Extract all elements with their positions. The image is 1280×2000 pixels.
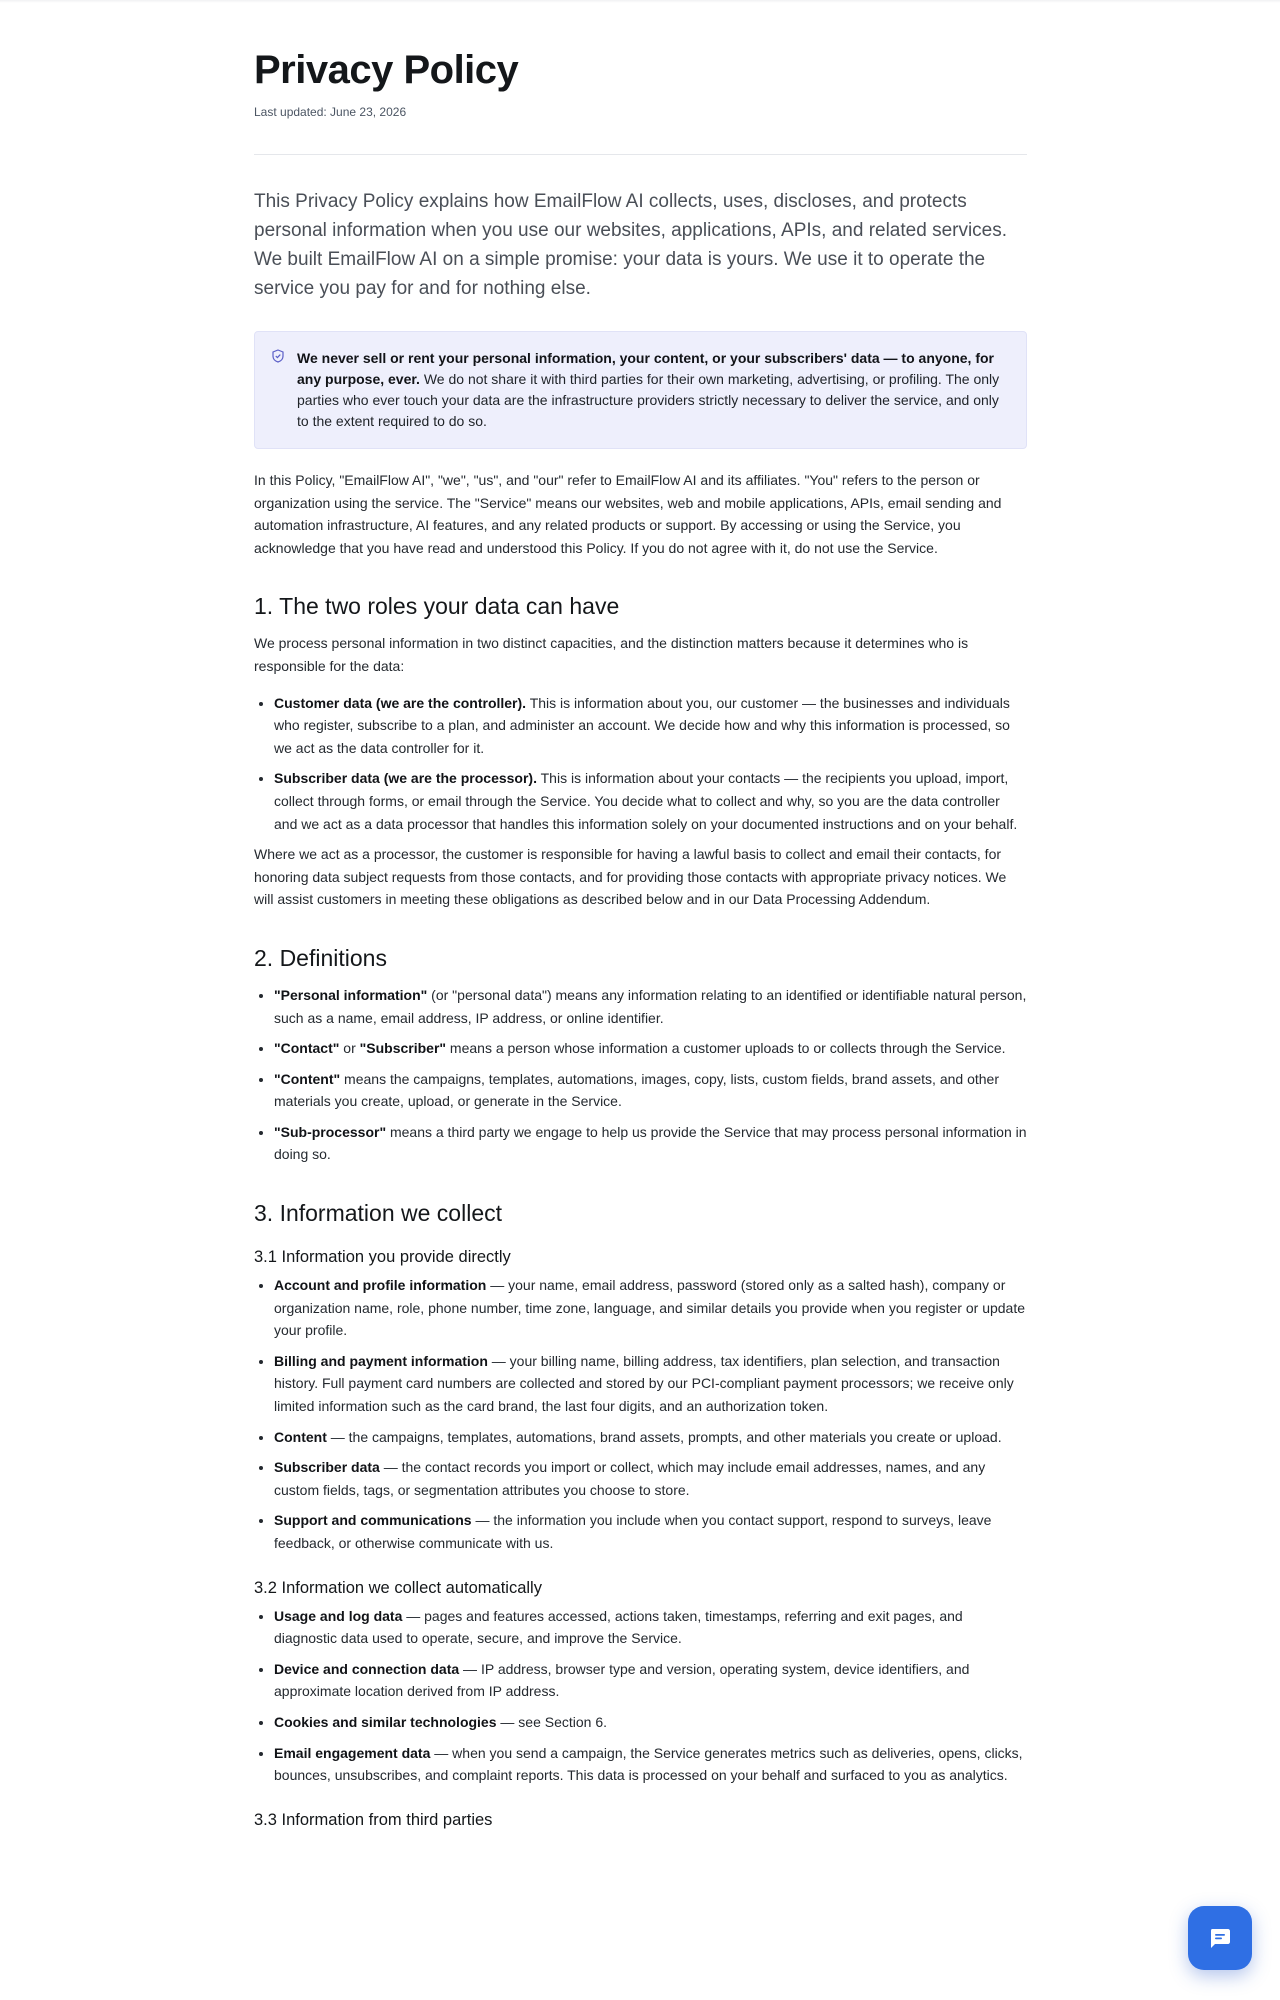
- list-item-text: means a person whose information a customer uploads to or collects through the Service.: [446, 1040, 1006, 1057]
- list-item-term: Billing and payment information: [274, 1352, 488, 1369]
- list-item: [274, 692, 1027, 760]
- list-item-term: Account and profile information: [274, 1277, 487, 1294]
- list-item: [274, 1037, 1027, 1060]
- list-item: [274, 1350, 1027, 1418]
- chat-launcher-button[interactable]: [1188, 1906, 1252, 1970]
- list-item: [274, 984, 1027, 1029]
- list-item-term: Usage and log data: [274, 1607, 403, 1624]
- section-1-intro: We process personal information in two distinct capacities, and the distinction matters because it determines who is responsible for the data:: [254, 635, 969, 674]
- list-item-term: "Subscriber": [359, 1040, 447, 1057]
- privacy-promise-callout: [254, 331, 1027, 449]
- list-item-term: Support and communications: [274, 1512, 472, 1529]
- list-item-text: — the campaigns, templates, automations, brand assets, prompts, and other materials you create or upload.: [326, 1428, 1002, 1445]
- list-item-term: Email engagement data: [274, 1744, 431, 1761]
- list-item-text: — the contact records you import or collect, which may include email addresses, names, and any custom fields, tags, or segmentation attributes you choose to store.: [274, 1459, 986, 1498]
- section-1-outro: Where we act as a processor, the customer is responsible for having a lawful basis to collect and email their contacts, for honoring data subject requests from those contacts, and for providing those contacts with appropriate privacy notices. We will assist customers in meeting these obligations as described below and in our Data Processing Addendum.: [254, 846, 1007, 908]
- list-item-term: "Personal information": [274, 986, 428, 1003]
- list-item: [274, 1605, 1027, 1650]
- page-title: Privacy Policy: [254, 48, 519, 92]
- callout-text: We do not share it with third parties for their own marketing, advertising, or profiling. The only parties who ever touch your data are the infrastructure providers strictly necessary to deliver the service, and only to the extent required to do so.: [297, 371, 1000, 429]
- list-item-text: — your name, email address, password (stored only as a salted hash), company or organization name, role, phone number, time zone, language, and similar details you provide when you register or update your profile.: [274, 1277, 1026, 1339]
- list-item-text: means the campaigns, templates, automations, images, copy, lists, custom fields, brand assets, and other materials you create, upload, or generate in the Service.: [274, 1070, 999, 1110]
- list-item-text: — the information you include when you contact support, respond to surveys, leave feedback, or otherwise communicate with us.: [274, 1512, 992, 1551]
- list-item-term: Customer data (we are the controller).: [274, 694, 527, 711]
- list-item: [274, 1426, 1027, 1449]
- intro-lead: This Privacy Policy explains how EmailFlow AI collects, uses, discloses, and protects personal information when you use our websites, applications, APIs, and related services. We built EmailFlow AI on a simple promise: your data is yours. We use it to operate the service you pay for and for nothing else.: [254, 191, 1008, 299]
- section-1-list: [254, 692, 1027, 836]
- list-item-text: or: [339, 1040, 360, 1057]
- section-3-3-heading: 3.3 Information from third parties: [254, 1810, 493, 1829]
- definitions-paragraph: In this Policy, "EmailFlow AI", "we", "us", and "our" refer to EmailFlow AI and its affiliates. "You" refers to the person or organization using the service. The "Service" means our websites, web and mobile applications, APIs, email sending and automation infrastructure, AI features, and any related products or support. By accessing or using the Service, you acknowledge that you have read and understood this Policy. If you do not agree with it, do not use the Service.: [254, 472, 1002, 556]
- section-2-list: [254, 984, 1027, 1166]
- list-item-term: Content: [274, 1428, 327, 1445]
- section-3-2-list: [254, 1605, 1027, 1787]
- list-item: [274, 1456, 1027, 1501]
- list-item-text: This is information about your contacts — the recipients you upload, import, collect through forms, or email through the Service. You decide what to collect and why, so you are the data controller and we act as a data processor that handles this information solely on your documented instructions and on your behalf.: [274, 770, 1018, 832]
- list-item-text: means a third party we engage to help us provide the Service that may process personal information in doing so.: [274, 1123, 1027, 1163]
- list-item: [274, 1658, 1027, 1703]
- section-3-heading: 3. Information we collect: [254, 1200, 503, 1227]
- list-item-text: — IP address, browser type and version, operating system, device identifiers, and approximate location derived from IP address.: [274, 1660, 970, 1700]
- list-item: [274, 1711, 1027, 1734]
- list-item-text: This is information about you, our customer — the businesses and individuals who register, subscribe to a plan, and administer an account. We decide how and why this information is processed, so we act as the data controller for it.: [274, 694, 1010, 756]
- list-item: [274, 1742, 1027, 1787]
- list-item-term: Subscriber data (we are the processor).: [274, 770, 537, 787]
- section-1-heading: 1. The two roles your data can have: [254, 593, 620, 620]
- list-item-text: — when you send a campaign, the Service generates metrics such as deliveries, opens, clicks, bounces, unsubscribes, and complaint reports. This data is processed on your behalf and surfaced to you as analytics.: [274, 1744, 1023, 1784]
- last-updated: Last updated: June 23, 2026: [254, 105, 407, 119]
- chat-bubble-icon: [1208, 1926, 1232, 1950]
- list-item-text: — your billing name, billing address, tax identifiers, plan selection, and transaction history. Full payment card numbers are collected and stored by our PCI-compliant payment processors; we receive only limited information such as the card brand, the last four digits, and an authorization token.: [274, 1352, 1014, 1415]
- list-item: [274, 1274, 1027, 1342]
- shield-icon: [272, 349, 284, 363]
- callout-bold: We never sell or rent your personal information, your content, or your subscribers' data — to anyone, for any purpose, ever.: [297, 350, 994, 387]
- list-item: [274, 1509, 1027, 1554]
- list-item-term: Subscriber data: [274, 1459, 380, 1476]
- list-item: [274, 1121, 1027, 1166]
- section-3-1-heading: 3.1 Information you provide directly: [254, 1248, 511, 1267]
- list-item: [274, 767, 1027, 835]
- list-item-text: — see Section 6.: [496, 1713, 608, 1730]
- list-item: [274, 1068, 1027, 1113]
- section-3-2-heading: 3.2 Information we collect automatically: [254, 1578, 542, 1597]
- list-item-text: — pages and features accessed, actions taken, timestamps, referring and exit pages, and diagnostic data used to operate, secure, and improve the Service.: [274, 1607, 963, 1647]
- list-item-term: "Sub-processor": [274, 1123, 387, 1140]
- list-item-term: "Content": [274, 1070, 341, 1087]
- list-item-text: (or "personal data") means any information relating to an identified or identifiable natural person, such as a name, email address, IP address, or online identifier.: [274, 986, 1027, 1026]
- divider: [254, 154, 1027, 155]
- list-item-term: Device and connection data: [274, 1660, 460, 1677]
- section-3-1-list: [254, 1274, 1027, 1555]
- list-item-term: Cookies and similar technologies: [274, 1713, 497, 1730]
- policy-page: [254, 0, 1027, 1831]
- section-2-heading: 2. Definitions: [254, 944, 387, 971]
- list-item-term: "Contact": [274, 1040, 340, 1057]
